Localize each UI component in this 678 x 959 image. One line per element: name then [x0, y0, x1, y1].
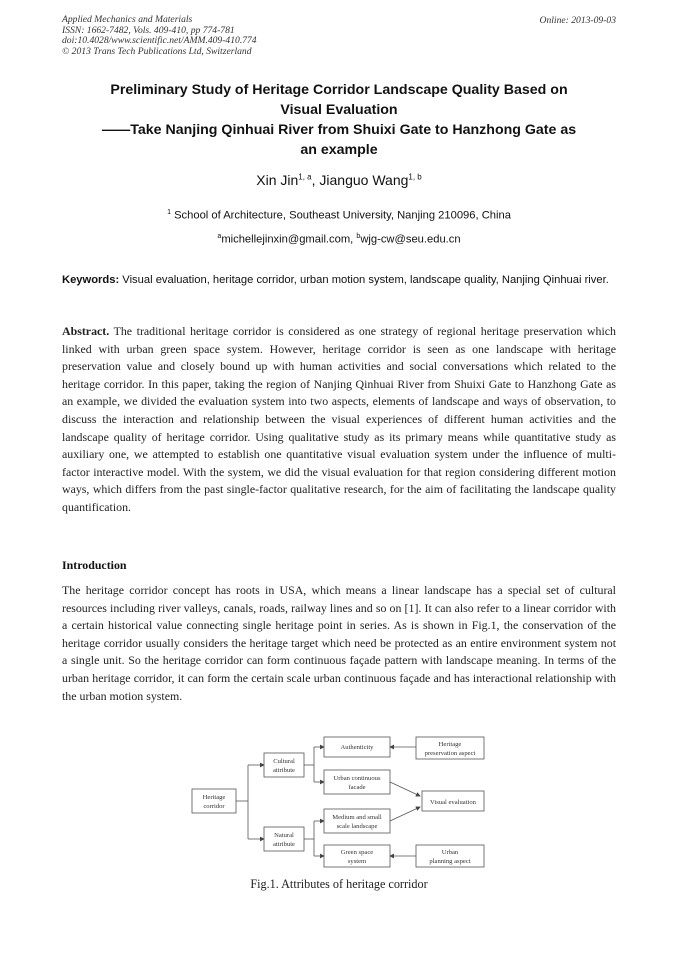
title-line-3: ——Take Nanjing Qinhuai River from Shuixi Gate to Hanzhong Gate as: [101, 122, 577, 138]
author-2-sup: 1, b: [408, 172, 422, 182]
label-authenticity: Authenticity: [340, 744, 374, 751]
label-heritage-aspect-1: Heritage: [438, 741, 462, 748]
email-a[interactable]: michellejinxin@gmail.com,: [221, 233, 357, 246]
email-a-sup: a: [217, 233, 222, 240]
label-root-2: corridor: [203, 803, 225, 810]
abstract-text: The traditional heritage corridor is considered as one strategy of regional heritage preservation which linked with urban green space system. However, heritage corridor is seen as one landscape with heritage preservation value and closely bound up with human activities and social conversations which related to the heritage corridor. In this paper, taking the region of Nanjing Qinhuai River from Shuixi Gate to Hanzhong Gate as an example, we divided the evaluation system into two aspects, elements of landscape and ways of observation, to discuss the interaction and relationship between the visual experiences of different human activities and the landscape quality of heritage corridor. Using qualitative study as its primary means while quantitative study as auxiliary one, we attempted to establish one quantitative visual evaluation system under the influence of multi-factor interactive model. With the system, we did the visual evaluation for that region considering different motion ways, which differs from the past single-factor qualitative research, for the aim of facilitating the landscape quality quantification.: [62, 324, 616, 514]
introduction-heading: Introduction: [62, 558, 127, 572]
label-root-1: Heritage: [202, 794, 226, 801]
label-visual-evaluation: Visual evaluation: [430, 799, 476, 806]
keywords-label: Keywords:: [62, 274, 120, 286]
label-green-1: Green space: [340, 849, 374, 856]
label-medium-1: Medium and small: [332, 814, 382, 821]
label-medium-2: scale landscape: [336, 823, 378, 830]
email-b-sup: b: [356, 233, 361, 240]
label-planning-1: Urban: [441, 849, 459, 856]
label-planning-2: planning aspect: [429, 858, 471, 865]
author-list: [62, 172, 616, 188]
label-cultural-1: Cultural: [273, 758, 295, 765]
journal-copyright: © 2013 Trans Tech Publications Ltd, Switzerland: [62, 45, 252, 57]
journal-header: [62, 15, 257, 57]
figure-1-diagram: [190, 735, 490, 869]
abstract-label: Abstract.: [62, 324, 110, 338]
keywords: [62, 272, 616, 290]
abstract: [62, 323, 616, 517]
label-facade-1: Urban continuous: [333, 775, 381, 782]
connector-medium-visual: [390, 807, 420, 821]
journal-issn: ISSN: 1662-7482, Vols. 409-410, pp 774-781: [62, 24, 235, 36]
journal-name: Applied Mechanics and Materials: [62, 14, 193, 25]
label-cultural-2: attribute: [273, 767, 295, 774]
title-line-4: an example: [300, 142, 378, 158]
paper-title: [62, 80, 616, 160]
label-natural-1: Natural: [274, 832, 294, 839]
label-facade-2: facade: [348, 784, 366, 791]
introduction-text: The heritage corridor concept has roots in USA, which means a linear landscape has a special set of cultural resources including river valleys, canals, roads, railway lines and so on [1]. It can also refer to a linear corridor with a certain historical value connecting single heritage point in series. As is shown in Fig.1, the conservation of the heritage corridor usually considers the heritage target which need be protected as an entire environment system not a single unit. So the heritage corridor can form continuous façade pattern with landscape meaning. In terms of the urban heritage corridor, it can form the certain scale urban continuous façade and has interactional relationship with the urban motion system.: [62, 583, 616, 703]
author-2-name: Jianguo Wang: [319, 172, 409, 188]
email-b[interactable]: wjg-cw@seu.edu.cn: [360, 233, 461, 246]
online-date: Online: 2013-09-03: [539, 15, 616, 26]
journal-doi[interactable]: doi:10.4028/www.scientific.net/AMM.409-410.774: [62, 35, 257, 47]
author-emails: [62, 233, 616, 246]
figure-1-caption: Fig.1. Attributes of heritage corridor: [250, 877, 428, 891]
keywords-text: Visual evaluation, heritage corridor, urban motion system, landscape quality, Nanjing Qinhuai river.: [119, 274, 609, 286]
author-1-name: Xin Jin: [256, 172, 299, 188]
attributes-diagram: [190, 735, 490, 869]
title-line-2: Visual Evaluation: [280, 102, 398, 118]
affiliation-text: School of Architecture, Southeast University, Nanjing 210096, China: [170, 209, 511, 222]
affiliation-sup: 1: [167, 209, 171, 216]
label-natural-2: attribute: [273, 841, 295, 848]
connector-facade-visual: [390, 782, 420, 796]
label-heritage-aspect-2: preservation aspect: [424, 750, 476, 757]
author-1-sup: 1, a: [298, 172, 312, 182]
title-line-1: Preliminary Study of Heritage Corridor Landscape Quality Based on: [110, 82, 568, 98]
author-separator: ,: [311, 172, 320, 188]
label-green-2: system: [347, 858, 367, 865]
affiliation: [62, 209, 616, 222]
